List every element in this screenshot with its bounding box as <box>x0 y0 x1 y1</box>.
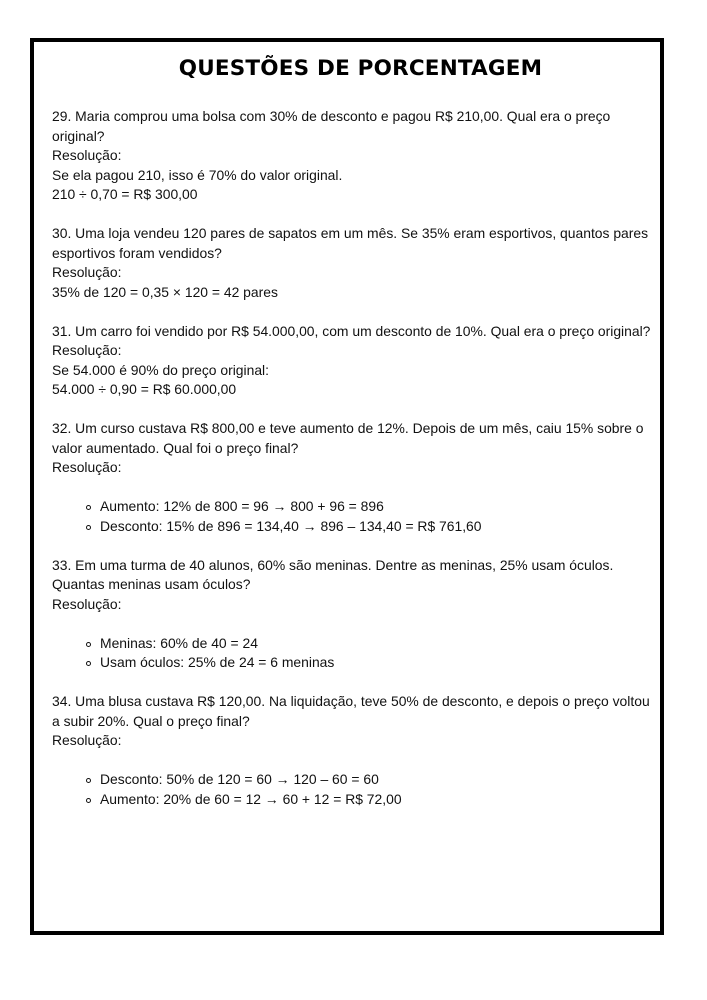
resolution-label: Resolução: <box>52 342 122 358</box>
resolution-line: 54.000 ÷ 0,90 = R$ 60.000,00 <box>52 381 237 397</box>
resolution-label: Resolução: <box>52 732 122 748</box>
resolution-line: 35% de 120 = 0,35 × 120 = 42 pares <box>52 283 278 300</box>
question-33 <box>52 556 652 673</box>
questions-list <box>52 107 652 829</box>
question-text: 32. Um curso custava R$ 800,00 e teve aumento de 12%. Depois de um mês, caiu 15% sobre o valor aumentado. Qual foi o preço final? <box>52 420 644 456</box>
question-29 <box>52 107 652 205</box>
question-text: 34. Uma blusa custava R$ 120,00. Na liquidação, teve 50% de desconto, e depois o preço voltou a subir 20%. Qual o preço final? <box>52 693 650 729</box>
question-31 <box>52 322 652 400</box>
question-text: 33. Em uma turma de 40 alunos, 60% são meninas. Dentre as meninas, 25% usam óculos. Quantas meninas usam óculos? <box>52 556 614 592</box>
question-text: 29. Maria comprou uma bolsa com 30% de desconto e pagou R$ 210,00. Qual era o preço original? <box>52 108 611 144</box>
resolution-label: Resolução: <box>52 459 122 475</box>
resolution-step: Desconto: 15% de 896 = 134,40 → 896 – 134,40 = R$ 761,60 <box>86 517 652 537</box>
question-text: 31. Um carro foi vendido por R$ 54.000,00, com um desconto de 10%. Qual era o preço original? <box>52 322 651 339</box>
resolution-step: Meninas: 60% de 40 = 24 <box>86 634 652 654</box>
resolution-label: Resolução: <box>52 595 122 612</box>
resolution-step: Aumento: 12% de 800 = 96 → 800 + 96 = 896 <box>86 497 652 517</box>
resolution-label: Resolução: <box>52 147 122 163</box>
resolution-line: 210 ÷ 0,70 = R$ 300,00 <box>52 186 198 202</box>
resolution-line: Se ela pagou 210, isso é 70% do valor original. <box>52 166 343 183</box>
resolution-step: Aumento: 20% de 60 = 12 → 60 + 12 = R$ 72,00 <box>86 790 652 810</box>
resolution-line: Se 54.000 é 90% do preço original: <box>52 361 270 378</box>
resolution-label: Resolução: <box>52 264 122 280</box>
resolution-step: Usam óculos: 25% de 24 = 6 meninas <box>86 653 652 673</box>
question-34 <box>52 692 652 809</box>
question-30 <box>52 224 652 302</box>
resolution-steps <box>52 770 652 809</box>
resolution-step: Desconto: 50% de 120 = 60 → 120 – 60 = 60 <box>86 770 652 790</box>
resolution-steps <box>52 497 652 536</box>
question-32 <box>52 419 652 536</box>
resolution-steps <box>52 634 652 673</box>
question-text: 30. Uma loja vendeu 120 pares de sapatos em um mês. Se 35% eram esportivos, quantos pares esportivos foram vendidos? <box>52 225 649 261</box>
page-title: QUESTÕES DE PORCENTAGEM <box>178 56 543 81</box>
